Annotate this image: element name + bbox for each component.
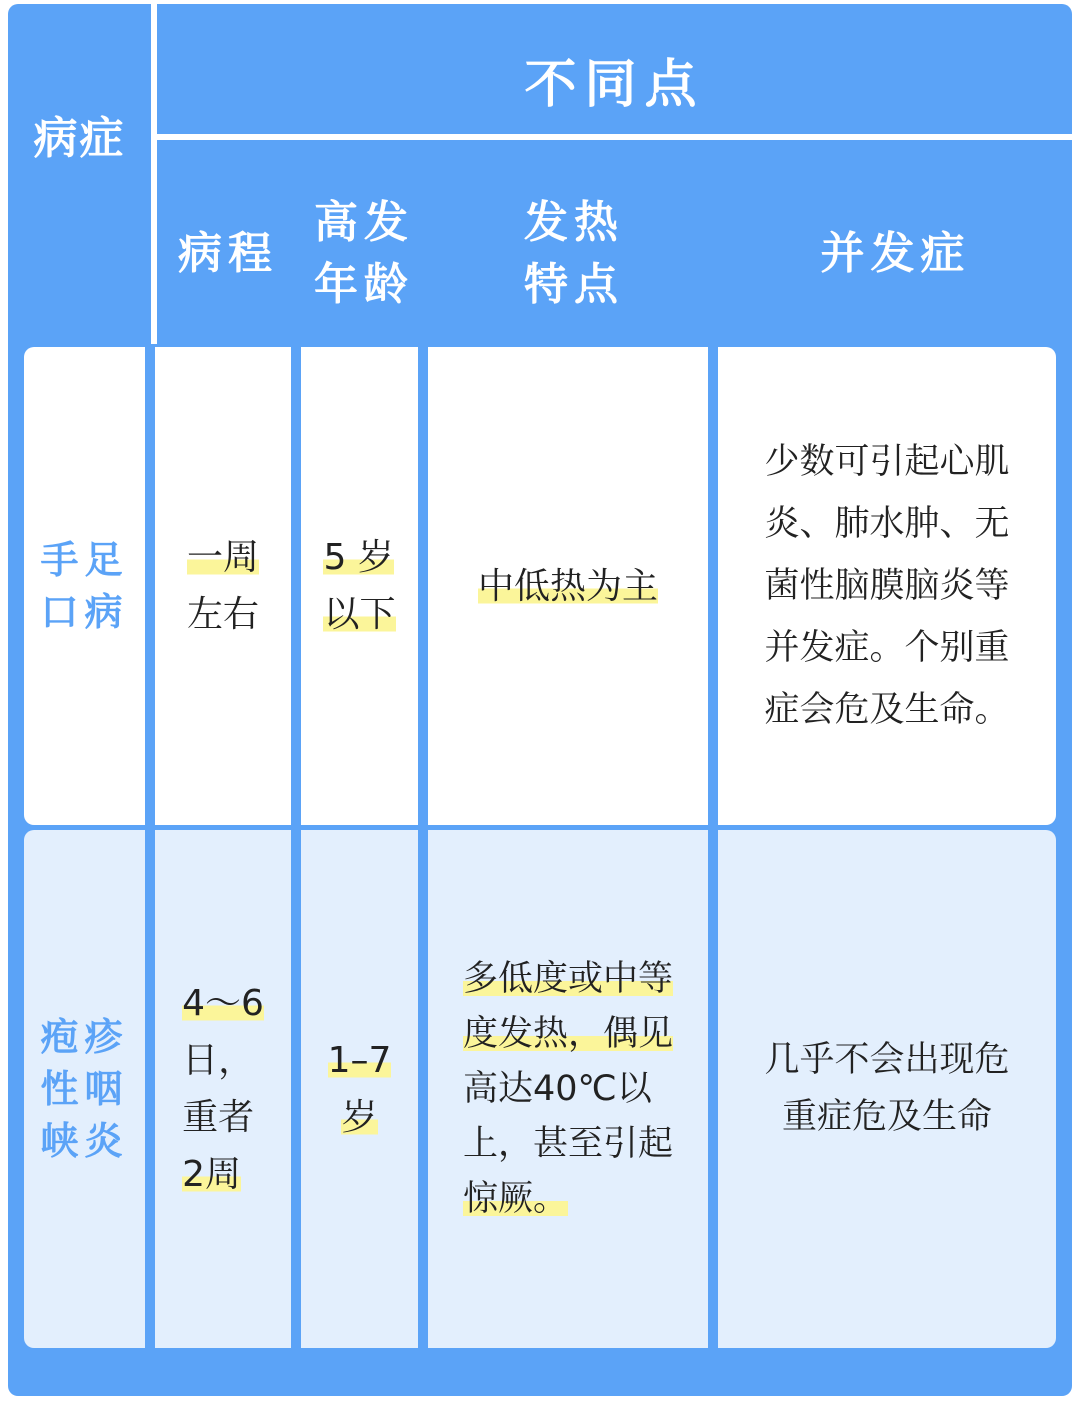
header-fever-line2: 特点 bbox=[524, 259, 624, 310]
fever-line: 惊厥。 bbox=[462, 1178, 568, 1219]
header-age bbox=[299, 164, 429, 344]
disease-cell bbox=[24, 830, 145, 1348]
disease-name-line: 疱疹 bbox=[40, 1015, 129, 1059]
fever-line: 多低度或中等 bbox=[462, 958, 673, 999]
header-course bbox=[157, 164, 299, 344]
fever-cell bbox=[428, 347, 708, 825]
header-course-label: 病程 bbox=[178, 228, 278, 279]
complication-line: 并发症。个别重 bbox=[764, 628, 1010, 668]
fever-cell bbox=[428, 830, 708, 1348]
disease-cell bbox=[24, 347, 145, 825]
fever-line: 度发热，偶见 bbox=[462, 1013, 673, 1054]
complication-line: 炎、肺水肿、无 bbox=[764, 504, 1010, 544]
duration-cell bbox=[155, 347, 291, 825]
header-fever bbox=[429, 164, 719, 344]
table-row bbox=[24, 830, 1056, 1348]
fever-line: 高达40℃以 bbox=[462, 1068, 652, 1109]
age-line: 以下 bbox=[323, 594, 396, 635]
complication-line: 几乎不会出现危 bbox=[764, 1040, 1010, 1080]
disease-name-line: 手足 bbox=[40, 538, 129, 582]
age-cell bbox=[301, 347, 418, 825]
table-row bbox=[24, 347, 1056, 825]
fever-line: 上，甚至引起 bbox=[462, 1123, 673, 1164]
fever-text: 中低热为主 bbox=[477, 565, 658, 607]
complication-line: 症会危及生命。 bbox=[764, 690, 1010, 730]
complication-line: 重症危及生命 bbox=[781, 1097, 992, 1137]
disease-name-line: 口病 bbox=[40, 590, 129, 634]
header-divider-horizontal bbox=[157, 134, 1072, 140]
duration-line: 2周 bbox=[182, 1154, 241, 1195]
header-age-line1: 高发 bbox=[314, 197, 414, 248]
duration-cell bbox=[155, 830, 291, 1348]
duration-line: 左右 bbox=[186, 594, 259, 635]
header-fever-line1: 发热 bbox=[524, 197, 624, 248]
header-age-line2: 年龄 bbox=[314, 259, 414, 310]
complication-cell bbox=[718, 347, 1056, 825]
duration-line: 4～6 bbox=[182, 983, 264, 1024]
duration-line: 日， bbox=[182, 1040, 255, 1081]
header-differences: 不同点 bbox=[524, 54, 705, 115]
age-line: 岁 bbox=[341, 1097, 378, 1138]
comparison-table bbox=[8, 4, 1072, 1396]
age-line: 1–7 bbox=[327, 1040, 392, 1081]
age-line: 5 岁 bbox=[323, 537, 394, 578]
header-disease: 病症 bbox=[33, 113, 126, 164]
complication-cell bbox=[718, 830, 1056, 1348]
complication-line: 菌性脑膜脑炎等 bbox=[764, 566, 1010, 606]
disease-name-line: 峡炎 bbox=[40, 1119, 129, 1163]
duration-line: 一周 bbox=[186, 537, 259, 578]
complication-line: 少数可引起心肌 bbox=[764, 442, 1010, 482]
disease-name-line: 性咽 bbox=[40, 1067, 129, 1111]
duration-line: 重者 bbox=[182, 1097, 255, 1138]
header-complication bbox=[719, 164, 1072, 344]
header-complication-label: 并发症 bbox=[820, 228, 971, 279]
age-cell bbox=[301, 830, 418, 1348]
